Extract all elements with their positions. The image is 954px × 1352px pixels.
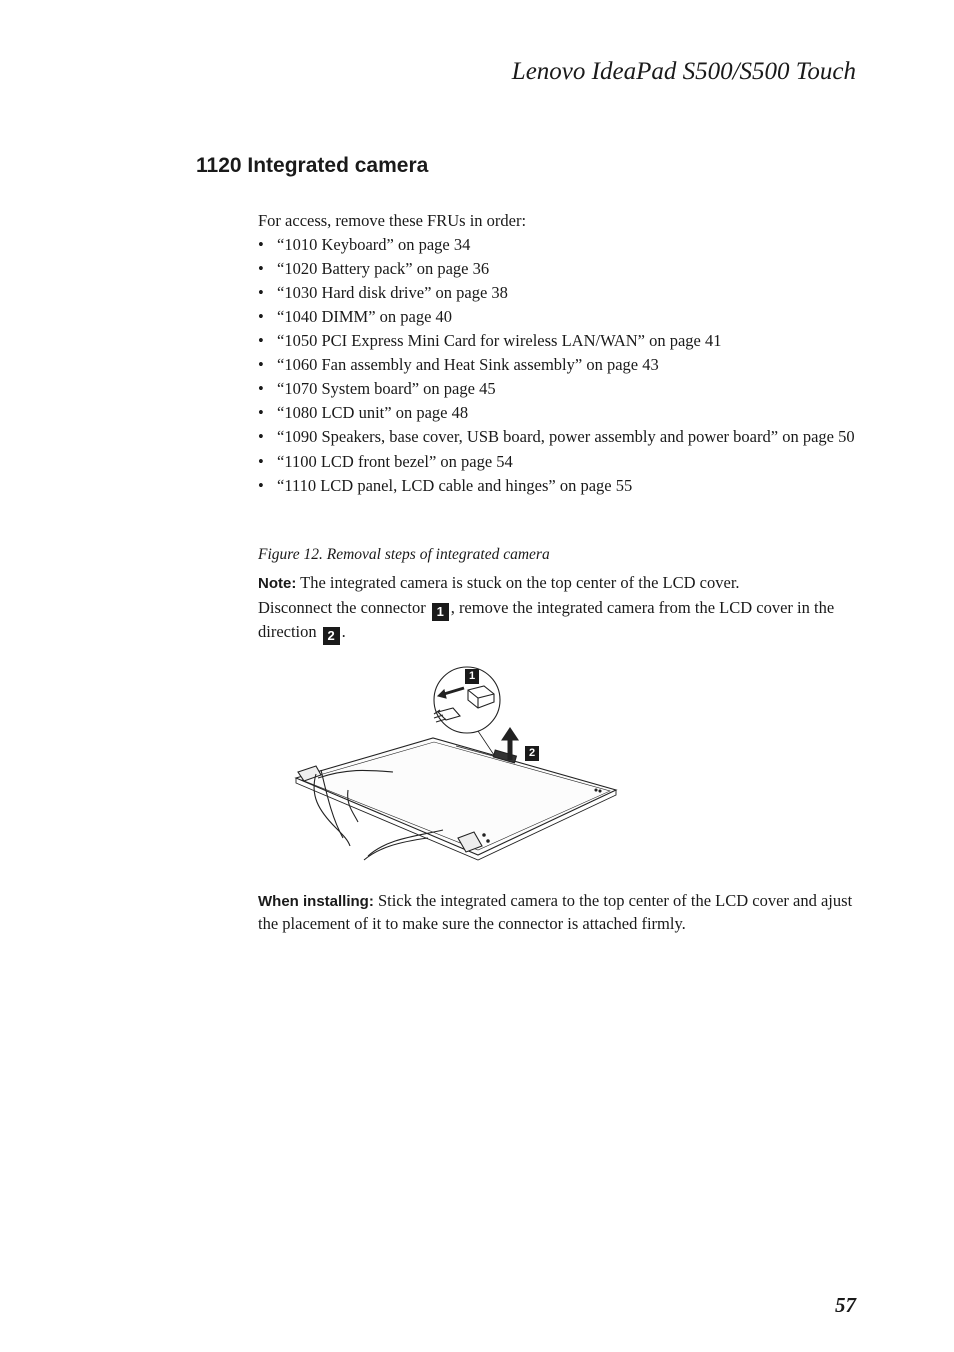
- fru-item: • “1090 Speakers, base cover, USB board, power assembly and power board” on page 50: [258, 426, 858, 447]
- page-number: 57: [835, 1293, 856, 1317]
- step-text-1: Disconnect the connector: [258, 598, 426, 617]
- fru-item: • “1010 Keyboard” on page 34: [258, 233, 858, 257]
- lcd-cover-illustration: [288, 660, 628, 870]
- section-title: 1120 Integrated camera: [196, 154, 429, 177]
- note: [258, 571, 740, 596]
- fru-item: • “1050 PCI Express Mini Card for wireless LAN/WAN” on page 41: [258, 329, 858, 353]
- install-text: Stick the integrated camera to the top center of the LCD cover and ajust the placement of it to make sure the connector is attached firmly.: [258, 891, 853, 933]
- step-text-3: .: [341, 622, 346, 641]
- fru-item: • “1030 Hard disk drive” on page 38: [258, 281, 858, 305]
- fru-item: • “1100 LCD front bezel” on page 54: [258, 450, 858, 474]
- step-text-2: , remove the integrated camera from the LCD cover in the direction: [258, 598, 835, 641]
- step-badge-1: 1: [432, 603, 449, 621]
- installation-note: [258, 890, 858, 935]
- callout-badge-1: 1: [465, 669, 479, 684]
- note-label: Note:: [258, 575, 297, 592]
- fru-item: • “1020 Battery pack” on page 36: [258, 257, 858, 281]
- note-text: The integrated camera is stuck on the top center of the LCD cover.: [296, 573, 740, 592]
- callout-badge-2: 2: [525, 746, 539, 761]
- figure-caption: Figure 12. Removal steps of integrated camera: [258, 546, 550, 563]
- fru-list: [258, 233, 858, 498]
- fru-item: • “1110 LCD panel, LCD cable and hinges” on page 55: [258, 474, 858, 498]
- camera-removal-figure: [288, 660, 628, 870]
- install-label: When installing:: [258, 893, 374, 910]
- header-title: Lenovo IdeaPad S500/S500 Touch: [511, 58, 856, 85]
- intro-text: For access, remove these FRUs in order:: [258, 211, 527, 230]
- fru-item: • “1040 DIMM” on page 40: [258, 305, 858, 329]
- step-badge-2: 2: [323, 627, 340, 645]
- fru-item: • “1060 Fan assembly and Heat Sink assembly” on page 43: [258, 353, 858, 377]
- fru-item: • “1070 System board” on page 45: [258, 377, 858, 401]
- fru-item: • “1080 LCD unit” on page 48: [258, 401, 858, 425]
- step-instructions: [258, 597, 858, 645]
